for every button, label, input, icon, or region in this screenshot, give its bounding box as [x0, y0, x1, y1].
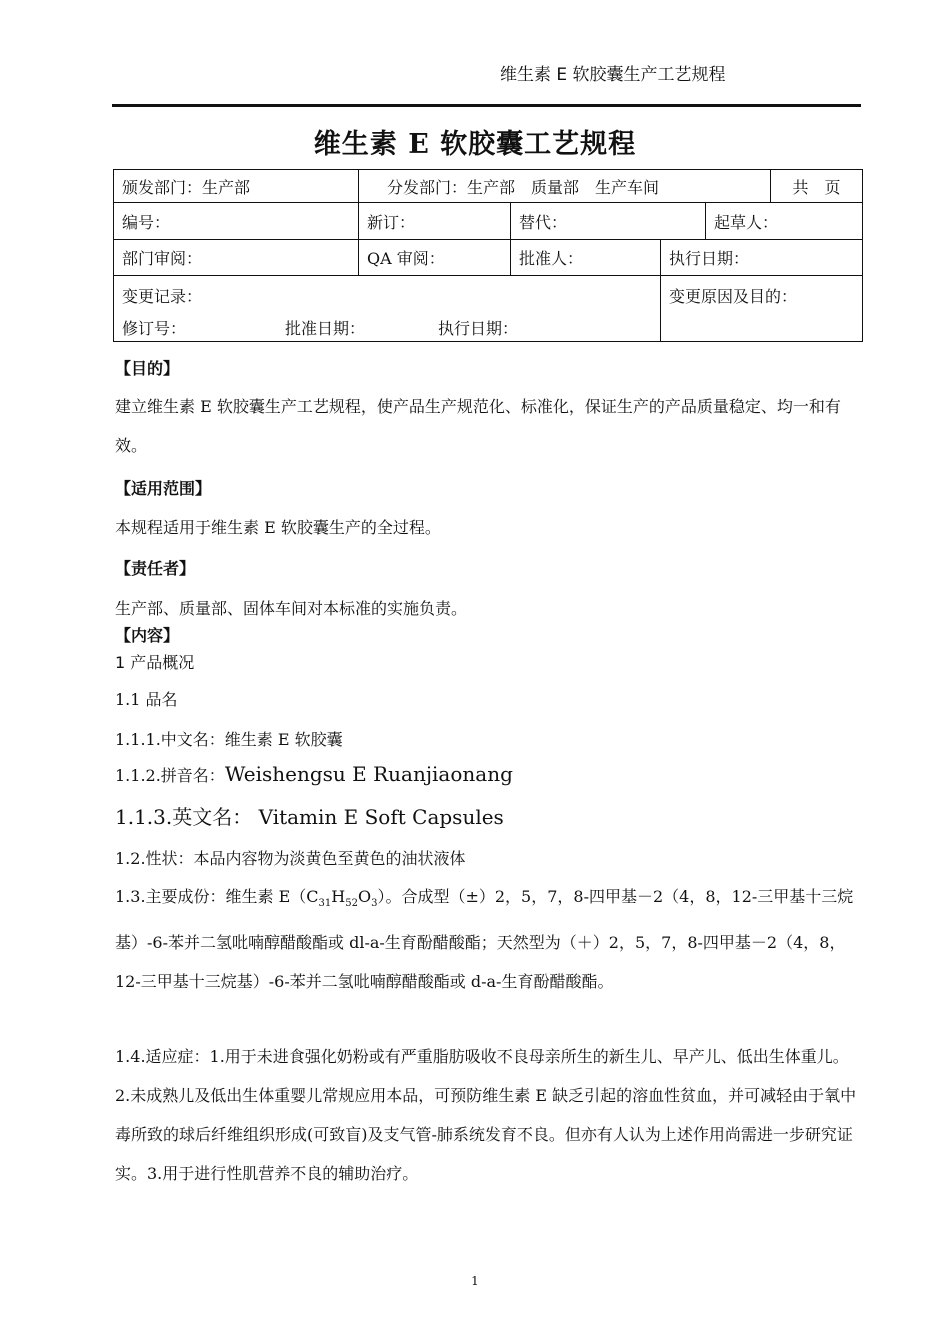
- purpose-text: 建立维生素 E 软胶囊生产工艺规程，使产品生产规范化、标准化，保证生产的产品质量稳定、均一和有效。: [115, 397, 841, 455]
- change-reason-cell: 变更原因及目的：: [669, 287, 798, 306]
- section-1-4: 1.4.适应症：1.用于未进食强化奶粉或有严重脂肪吸收不良母亲所生的新生儿、早产儿、低出生体重儿。2.未成熟儿及低出生体重婴儿常规应用本品，可预防维生素 E 缺乏引起的溶血性贫血，并可减轻由于氧中毒所致的球后纤维组织形成(可致盲)及支气管-肺系统发育不良。但亦有人认为上述作用尚需进一步研究证实。3.用于进行性肌营养不良的辅助治疗。: [115, 1047, 857, 1183]
- revision-line: [122, 316, 518, 339]
- distribution-cell: 分发部门：生产部 质量部 生产车间: [359, 170, 771, 202]
- pinyin-value: Weishengsu E Ruanjiaonang: [224, 762, 513, 786]
- running-header: 维生素 E 软胶囊生产工艺规程: [500, 65, 726, 85]
- change-record-cell: [114, 276, 661, 341]
- approval-date-label: 批准日期：: [285, 319, 366, 338]
- responsibility-heading: 【责任者】: [115, 559, 196, 578]
- s13-rest: ）。合成型（±）2，5，7，8-四甲基－2（4，8，12-三甲基十三烷基）-6-苯并二氢吡喃醇醋酸酯或 dl-a-生育酚醋酸酯；天然型为（＋）2，5，7，8-四甲基－2（4，8，12-三甲基十三烷基）-6-苯并二氢吡喃醇醋酸酯或 d-a-生育酚醋酸酯。: [115, 887, 854, 992]
- overview-heading: 1 产品概况: [115, 653, 195, 672]
- pages-cell: 共 页: [792, 177, 841, 197]
- content-heading: 【内容】: [115, 626, 180, 645]
- qa-review-cell: QA 审阅：: [359, 240, 511, 275]
- pinyin-label: 1.1.2.拼音名：: [115, 766, 225, 785]
- purpose-heading: 【目的】: [115, 359, 180, 378]
- table-row: [114, 240, 862, 276]
- section-1-2: 1.2.性状：本品内容物为淡黄色至黄色的油状液体: [115, 849, 466, 868]
- effective-date-cell: 执行日期：: [669, 249, 750, 268]
- section-1-3: [115, 877, 860, 1001]
- s13-sub2: 52: [345, 898, 358, 910]
- scope-heading: 【适用范围】: [115, 479, 212, 498]
- change-record-label: 变更记录：: [122, 287, 203, 306]
- section-1-1-1: 1.1.1.中文名：维生素 E 软胶囊: [115, 730, 343, 749]
- document-info-table: [113, 169, 863, 342]
- number-cell: 编号：: [114, 203, 359, 239]
- approver-cell: 批准人：: [511, 240, 661, 275]
- responsibility-text: 生产部、质量部、固体车间对本标准的实施负责。: [115, 599, 468, 618]
- s13-sub1: 31: [318, 898, 332, 910]
- revision-no-label: 修订号：: [122, 319, 187, 338]
- replaces-cell: 替代：: [511, 203, 706, 239]
- issuing-dept-cell: 颁发部门：生产部: [114, 170, 359, 202]
- document-title: 维生素 E 软胶囊工艺规程: [313, 129, 637, 160]
- table-row: [114, 170, 862, 203]
- s13-sub3: 3: [371, 898, 378, 910]
- drafter-cell: 起草人：: [714, 212, 779, 232]
- dept-review-cell: 部门审阅：: [114, 240, 359, 275]
- scope-text: 本规程适用于维生素 E 软胶囊生产的全过程。: [115, 518, 441, 537]
- section-1-1-3: 1.1.3.英文名： Vitamin E Soft Capsules: [115, 805, 504, 829]
- s13-prefix: 1.3.主要成份：维生素 E（C: [115, 887, 319, 906]
- page-number: 1: [471, 1274, 479, 1288]
- new-edition-cell: 新订：: [359, 203, 511, 239]
- section-1-1: 1.1 品名: [115, 690, 178, 709]
- exec-date-label: 执行日期：: [438, 319, 519, 338]
- header-rule: [112, 104, 861, 107]
- table-row: [114, 276, 862, 341]
- table-row: [114, 203, 862, 240]
- s13-o: O: [357, 887, 372, 906]
- section-1-1-2: [115, 762, 513, 786]
- s13-h: H: [331, 887, 346, 906]
